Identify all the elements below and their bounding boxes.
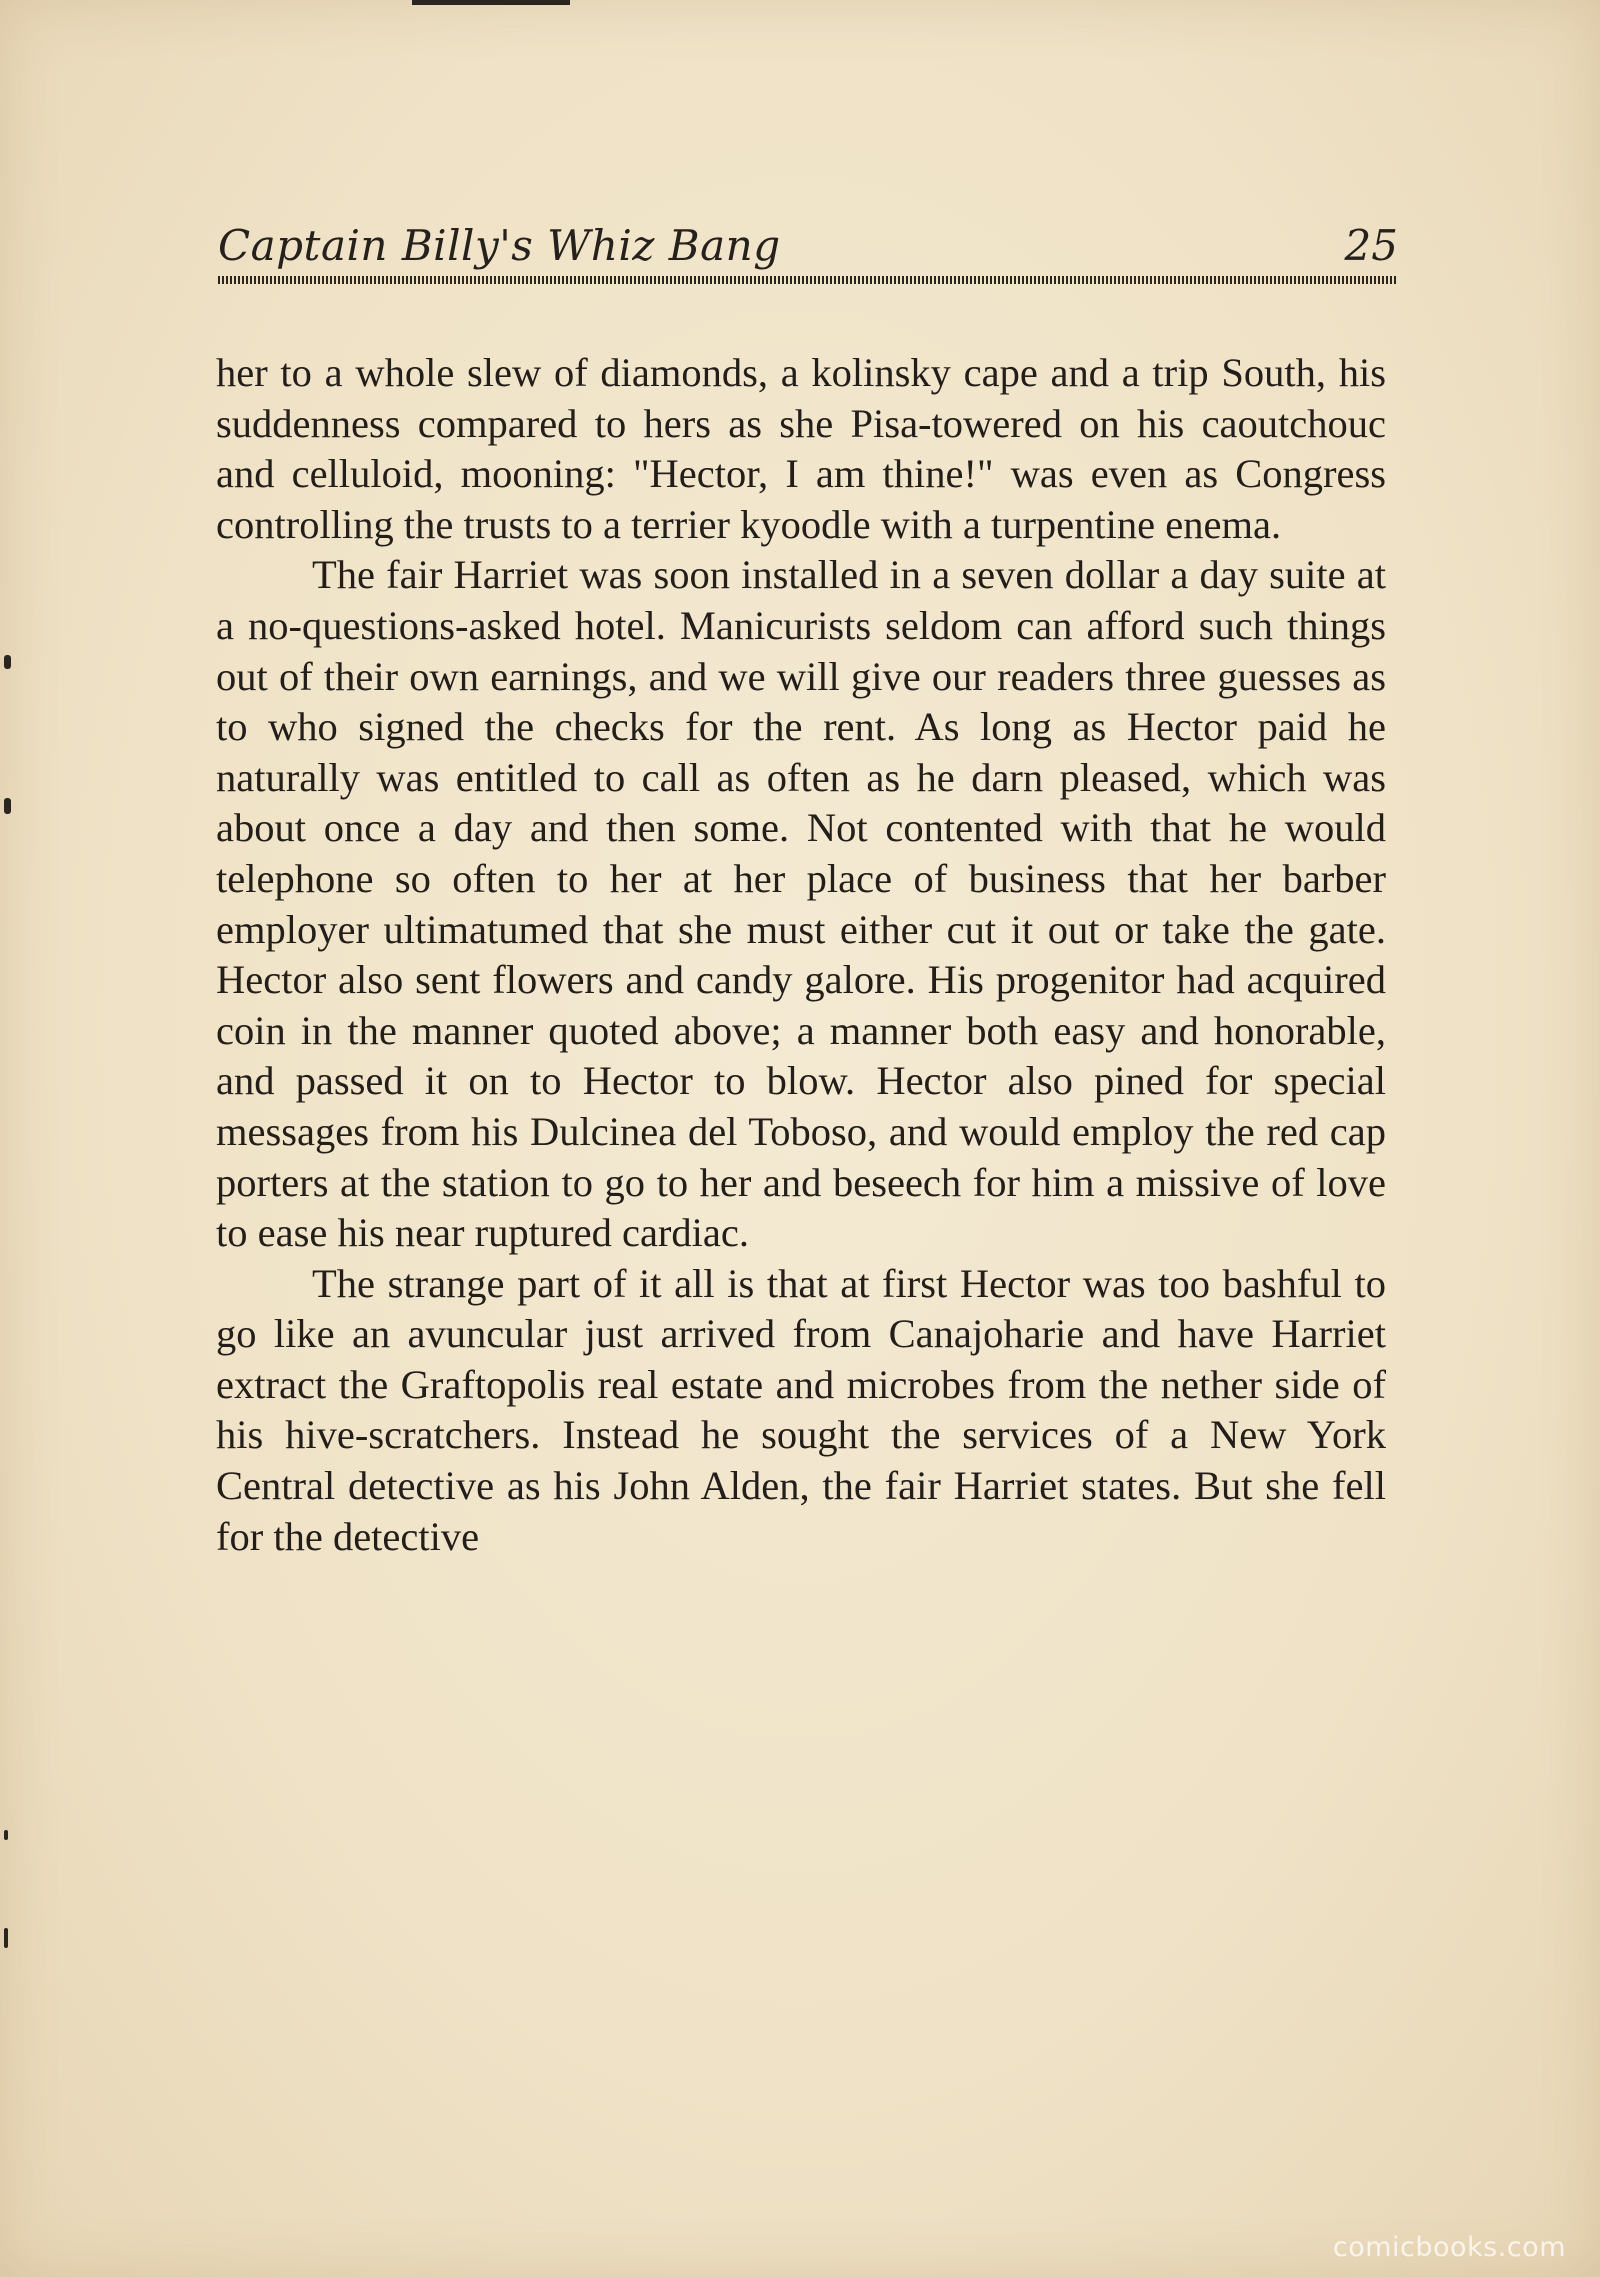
margin-speck — [4, 1928, 8, 1948]
running-title: Captain Billy's Whiz Bang — [218, 221, 781, 270]
running-header — [218, 218, 1398, 290]
header-rule — [218, 276, 1398, 284]
margin-speck — [4, 655, 11, 669]
page-number: 25 — [1344, 221, 1398, 270]
top-edge-mark — [412, 0, 570, 5]
paragraph-harriet-installed: The fair Harriet was soon installed in a seven dollar a day suite at a no-questions-asked hotel. Manicurists seldom can afford such things out of their own earnings, and we will give our readers three guesses as to who signed the checks for the rent. As long as Hector paid he naturally was entitled to call as often as he darn pleased, which was about once a day and then some. Not contented with that he would telephone so often to her at her place of business that her barber employer ultimatumed that she must either cut it out or take the gate. Hector also sent flowers and candy galore. His progenitor had acquired coin in the manner quoted above; a manner both easy and honorable, and passed it on to Hector to blow. Hector also pined for special messages from his Dulcinea del Toboso, and would employ the red cap porters at the station to go to her and beseech for him a missive of love to ease his near ruptured cardiac. — [216, 552, 1386, 1256]
article-body — [216, 348, 1386, 1562]
paragraph-strange-part: The strange part of it all is that at first Hector was too bashful to go like an avuncular just arrived from Canajoharie and have Harriet extract the Graftopolis real estate and microbes from the nether side of his hive-scratchers. Instead he sought the services of a New York Central detective as his John Alden, the fair Harriet states. But she fell for the detective — [216, 1260, 1386, 1559]
paragraph-continuation: her to a whole slew of diamonds, a kolinsky cape and a trip South, his suddenness compared to hers as she Pisa-towered on his caoutchouc and celluloid, mooning: "Hector, I am thine!" was even as Congress controlling the trusts to a terrier kyoodle with a turpentine enema. — [216, 350, 1386, 547]
margin-speck — [4, 1830, 8, 1840]
watermark: comicbooks.com — [1332, 2232, 1566, 2263]
margin-speck — [4, 798, 11, 814]
